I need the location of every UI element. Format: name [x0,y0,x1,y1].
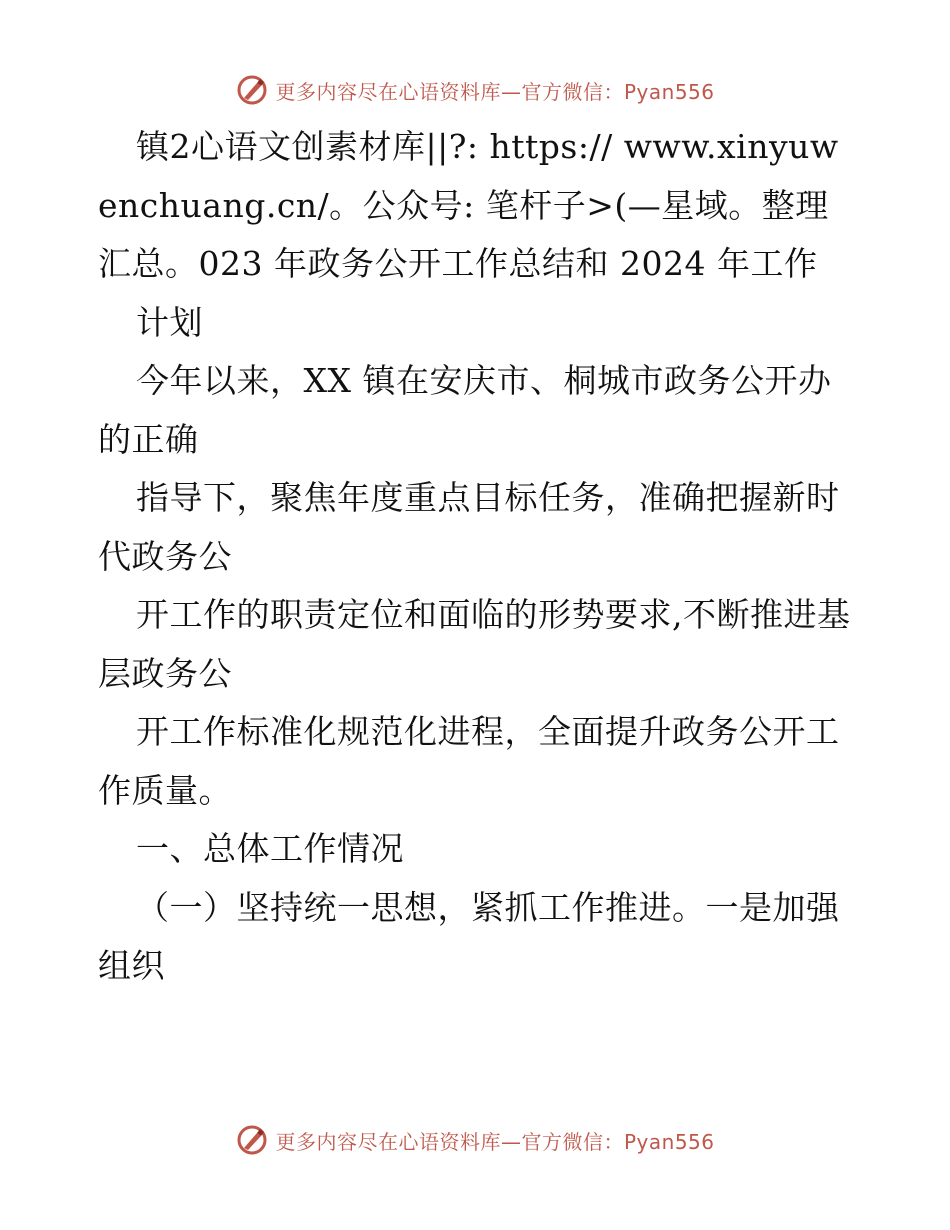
wechat-handle: Pyan556 [623,1129,715,1154]
paragraph: 开工作的职责定位和面临的形势要求,不断推进基层政务公 [98,595,851,693]
paragraph: 开工作标准化规范化进程，全面提升政务公开工作质量。 [98,712,840,810]
paragraph: 指导下，聚焦年度重点目标任务，准确把握新时代政务公 [98,478,840,576]
wechat-handle: Pyan556 [623,79,715,104]
paragraph: 镇2心语文创素材库||?: https:// www.xinyuwenchuang.cn/。公众号: 笔杆子>(—星域。整理汇总。023 年政务公开工作总结和 2024 年工作 [98,127,839,283]
pen-circle-logo-icon [235,1123,269,1157]
footer-banner-text: 更多内容尽在心语资料库—官方微信：Pyan556 [275,1129,715,1154]
paragraph: 今年以来，XX 镇在安庆市、桐城市政务公开办的正确 [98,361,832,459]
header-banner-text: 更多内容尽在心语资料库—官方微信：Pyan556 [275,79,715,104]
pen-circle-logo-icon [235,73,269,107]
paragraph: （一）坚持统一思想，紧抓工作推进。一是加强组织 [98,887,840,985]
header-banner [0,70,950,110]
footer-banner [0,1120,950,1160]
paragraph: 计划 [136,302,203,342]
document-body [98,118,858,996]
section-heading: 一、总体工作情况 [136,829,404,868]
